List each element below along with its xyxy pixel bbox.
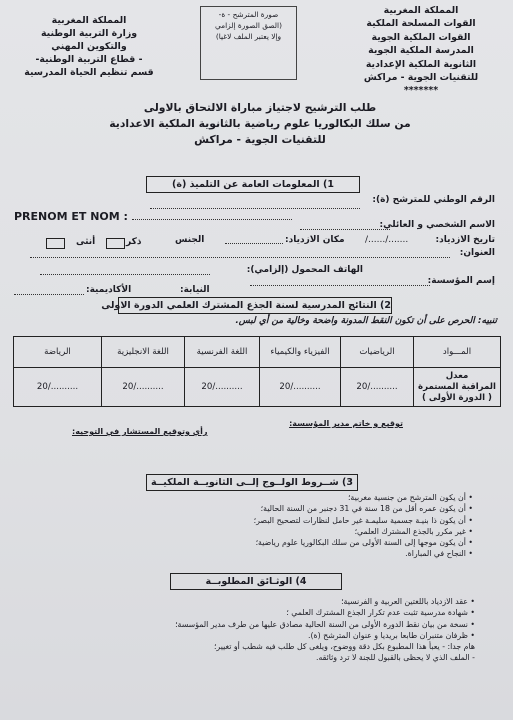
grades-header-cell xyxy=(185,337,260,368)
grade-field[interactable]: ........../20 xyxy=(201,382,243,392)
full-name-field[interactable] xyxy=(300,229,390,230)
address-label: العنوان: xyxy=(459,248,495,258)
full-name-label: الاسم الشخصي و العائلي: xyxy=(379,220,495,230)
prenom-nom-field[interactable] xyxy=(132,219,292,220)
important-note: هام جدا: - يعبأ هذا المطبوع بكل دقة ووضوح، ويلغى كل طلب فيه شطب أو تغيير؛ xyxy=(213,642,475,652)
academy-label: الأكاديمية: xyxy=(86,285,132,295)
title-line: من سلك البكالوريا علوم رياضية بالثانوية الملكية الاعدادية xyxy=(109,117,411,130)
list-item: • أن يكون ذا بنيـة جسمية سليمـة غير حامل لنظارات لتصحيح البصر؛ xyxy=(253,515,473,525)
header-left-line: وزارة التربية الوطنية xyxy=(40,28,138,39)
birth-date-label: تاريخ الازدياد: xyxy=(435,235,495,245)
grade-field[interactable]: ........../20 xyxy=(356,382,398,392)
grades-value-row xyxy=(14,368,501,407)
grades-header-cell: الرياضيات xyxy=(341,337,414,368)
birth-place-label: مكان الازدياد: xyxy=(285,235,345,245)
female-checkbox[interactable] xyxy=(46,238,65,249)
list-item: • شهادة مدرسية تثبت عدم تكرار الجذع المشترك العلمي ؛ xyxy=(286,608,475,618)
grades-header-cell xyxy=(102,337,185,368)
documents-list xyxy=(175,596,475,664)
grade-cell-sport[interactable] xyxy=(14,368,102,407)
list-item: • أن يكون موجها إلى السنة الأولى من سلك البكالوريا علوم رياضية؛ xyxy=(255,538,473,548)
directorate-label: النيابة: xyxy=(180,285,210,295)
header-right-line: الثانوية الملكية الإعدادية xyxy=(365,58,477,70)
final-note: - الملف الذي لا يحظى بالقبول للجنة لا ترد وثائقه. xyxy=(315,653,475,663)
birth-date-field[interactable]: /....../....... xyxy=(365,235,409,245)
header-left-line: قسم تنظيم الحياة المدرسية xyxy=(24,67,154,78)
header-left-line: المملكة المغربية xyxy=(51,15,127,26)
grades-header-row xyxy=(14,337,501,368)
academy-field[interactable] xyxy=(14,294,84,295)
header-institution-right xyxy=(341,4,501,98)
list-item: • ظرفان متنبران طابعا بريديا و عنوان المترشح (ة). xyxy=(308,630,475,640)
row-label-line: المراقبة المستمرة xyxy=(418,381,496,392)
list-item: • أن يكون المترشح من جنسية مغربية؛ xyxy=(347,493,473,502)
header-right-line: القوات الملكية الجوية xyxy=(371,31,471,43)
list-item: • غير مكرر بالجذع المشترك العلمي؛ xyxy=(354,526,473,536)
section2-warning: تنبيه: الحرص على أن تكون النقط المدونة واضحة وخالية من أي لبس. xyxy=(235,316,497,326)
grades-header-text: اللغة الانجليزية xyxy=(117,347,169,357)
form-title xyxy=(80,100,440,148)
photo-caption: صورة المترشح - ة- xyxy=(218,10,279,19)
list-item: • نسخة من بيان نقط الدورة الأولى من السنة الحالية مصادق عليها من طرف مدير المؤسسة؛ xyxy=(175,619,475,629)
header-right-line: المملكة المغربية xyxy=(383,5,459,16)
header-left-line: - قطاع التربية الوطنية- xyxy=(35,54,143,65)
address-field[interactable] xyxy=(30,257,450,258)
female-label: أنثى xyxy=(76,237,96,247)
section1-title: 1) المعلومات العامة عن التلميذ (ة) xyxy=(146,176,360,193)
national-id-label: الرقم الوطني للمترشح (ة): xyxy=(372,195,495,205)
header-right-line: القوات المسلحة الملكية xyxy=(366,18,476,30)
title-line: للتقنيات الجوية - مراكش xyxy=(194,133,326,146)
photo-caption: وإلا يعتبر الملف لاغيا) xyxy=(215,32,282,41)
male-checkbox[interactable] xyxy=(106,238,125,249)
section3-title: 3) شــروط الولــوج إلــى الثانويــة الملكيــة xyxy=(146,474,358,491)
grade-field[interactable]: ........../20 xyxy=(36,382,79,392)
counselor-opinion-label: رأي وتوقيع المستشار في التوجيه: xyxy=(72,427,208,436)
grade-field[interactable]: ........../20 xyxy=(122,382,164,392)
grades-row-label xyxy=(414,368,501,407)
phone-label: الهاتف المحمول (إلزامي): xyxy=(246,265,363,275)
header-left-line: والتكوين المهني xyxy=(51,41,127,52)
birth-place-field[interactable] xyxy=(225,243,283,244)
grade-cell-english[interactable] xyxy=(102,368,185,407)
photo-caption: (الصق الصورة إلزامي xyxy=(215,21,282,30)
section4-title: 4) الوثـائق المطلوبــة xyxy=(170,573,342,590)
photo-box[interactable] xyxy=(200,6,297,80)
grades-header-cell xyxy=(260,337,341,368)
grades-header-text: الفيزياء والكيمياء xyxy=(270,347,330,357)
director-sign-label: توقيع و خاتم مدير المؤسسة: xyxy=(289,419,403,428)
header-right-line: للتقنيات الجوية - مراكش xyxy=(363,72,479,84)
grade-cell-physics[interactable] xyxy=(260,368,341,407)
list-item: • أن يكون عمره أقل من 18 سنة في 31 دجنبر من السنة الحالية؛ xyxy=(260,504,473,514)
header-right-line: المدرسة الملكية الجوية xyxy=(368,45,474,57)
grade-field[interactable]: ........../20 xyxy=(279,382,321,392)
header-right-line: ******* xyxy=(403,85,439,97)
grades-header-cell: المـــواد xyxy=(414,337,501,368)
school-field[interactable] xyxy=(250,285,430,286)
grade-cell-math[interactable] xyxy=(341,368,414,407)
gender-label: الجنس xyxy=(175,235,205,245)
grades-table xyxy=(13,336,501,407)
row-label-line: معدل xyxy=(445,370,469,381)
list-item: • النجاح في المباراة. xyxy=(405,549,473,559)
title-line: طلب الترشيح لاجتياز مباراة الالتحاق بالاولى xyxy=(143,101,377,114)
header-ministry-left xyxy=(8,14,170,79)
male-label: ذكر xyxy=(126,237,142,247)
grades-header-cell: الرياضة xyxy=(14,337,102,368)
grades-header-text: اللغة الفرنسية xyxy=(196,347,248,357)
school-label: إسم المؤسسة: xyxy=(427,276,495,286)
row-label-line: ( الدورة الأولى ) xyxy=(422,392,492,403)
prenom-nom-label: PRENOM ET NOM : xyxy=(14,210,128,223)
conditions-list xyxy=(254,492,473,560)
section2-title: 2) النتائج المدرسية لسنة الجذع المشترك العلمي الدورة الاولى xyxy=(118,297,392,314)
national-id-field[interactable] xyxy=(150,200,360,209)
list-item: • عقد الازدياد باللغتين العربية و الفرنسية؛ xyxy=(341,597,475,606)
phone-field[interactable] xyxy=(40,274,210,275)
grade-cell-french[interactable] xyxy=(185,368,260,407)
